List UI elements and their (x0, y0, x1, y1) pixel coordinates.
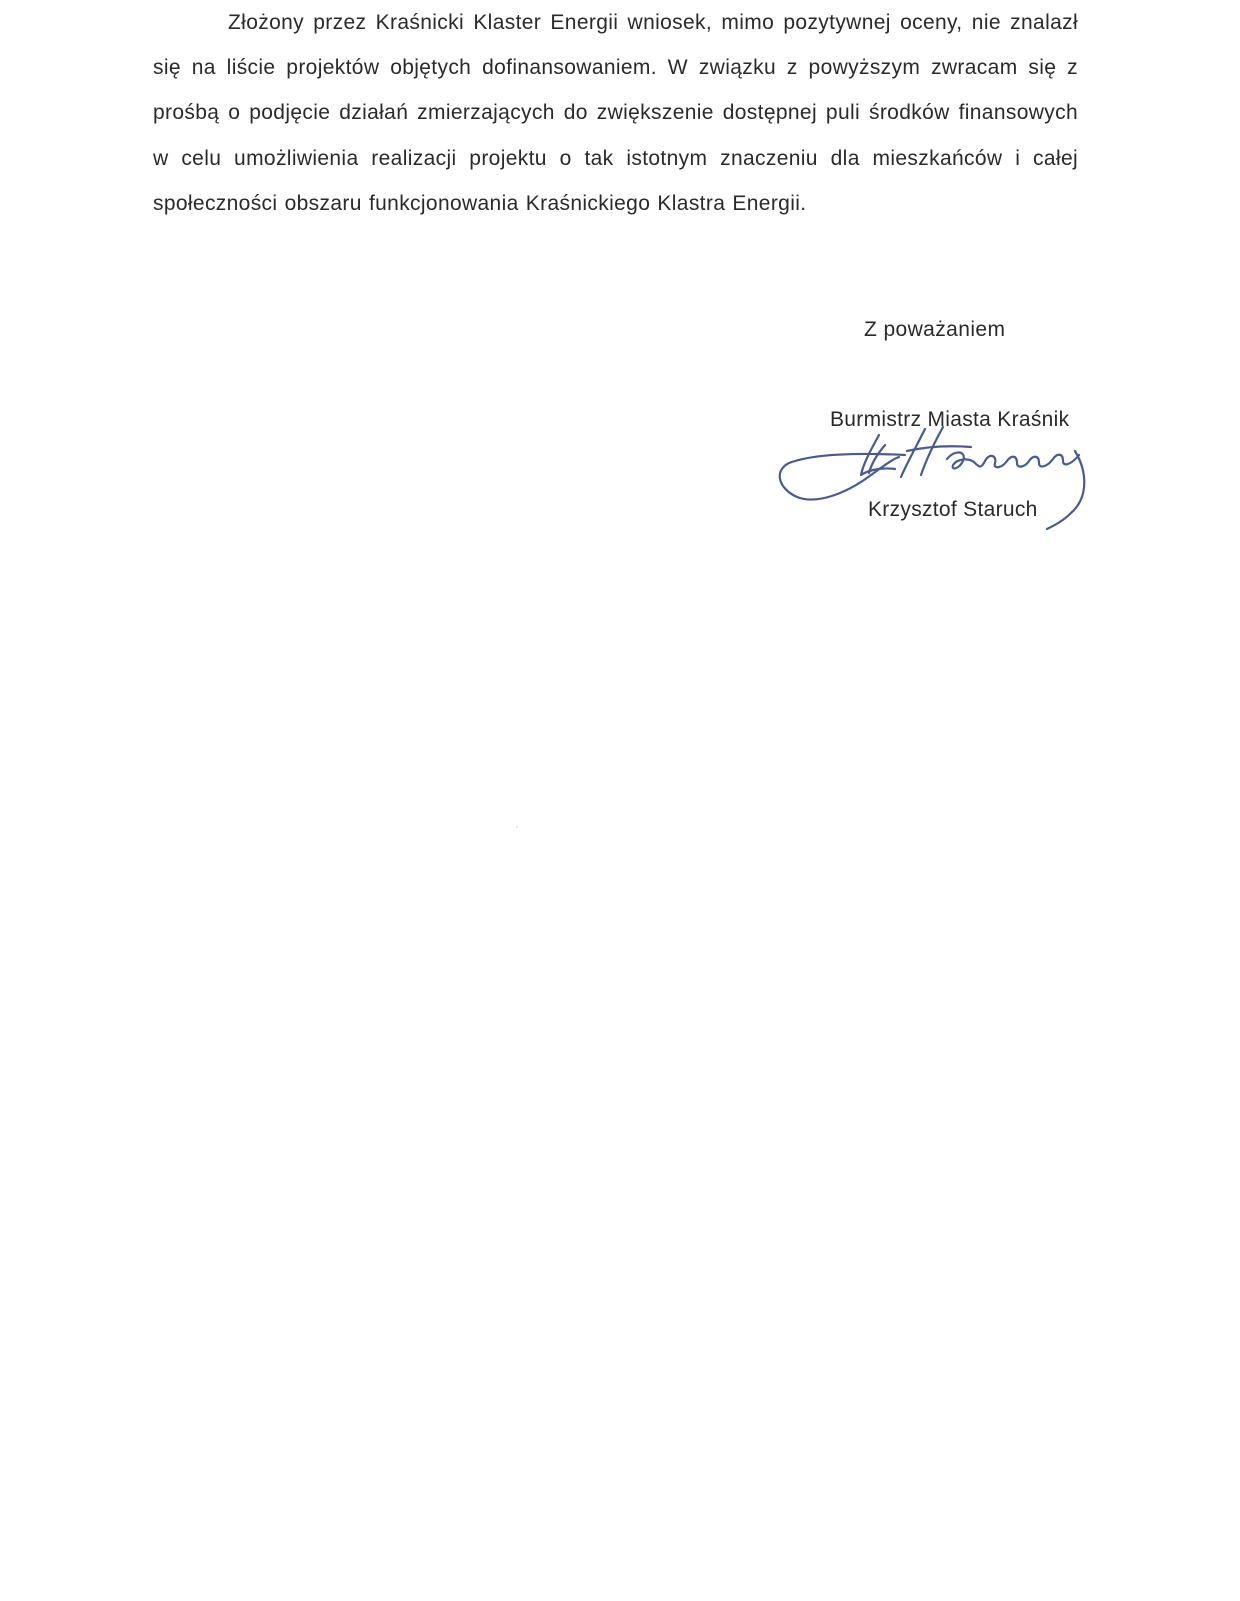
letter-body-paragraph: Złożony przez Kraśnicki Klaster Energii wniosek, mimo pozytywnej oceny, nie znalazł się na liście projektów objętych dofinansowaniem. W związku z powyższym zwracam się z prośbą o podjęcie działań zmierzających do zwiększenie dostępnej puli środków finansowych w celu umożliwienia realizacji projektu o tak istotnym znaczeniu dla mieszkańców i całej społeczności obszaru funkcjonowania Kraśnickiego Klastra Energii. (153, 11, 1078, 215)
paper-speck (516, 826, 518, 828)
closing-salutation: Z poważaniem (864, 318, 1006, 341)
signer-title: Burmistrz Miasta Kraśnik (830, 408, 1070, 431)
signer-name: Krzysztof Staruch (868, 498, 1038, 521)
